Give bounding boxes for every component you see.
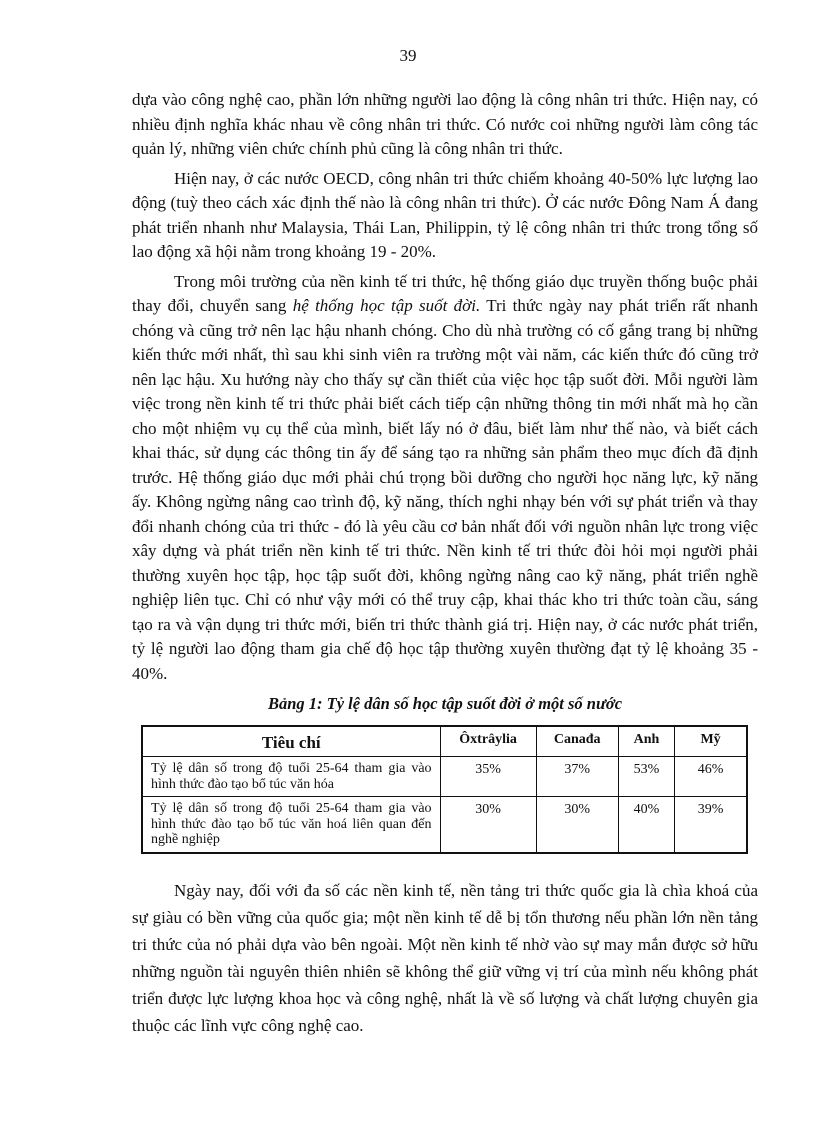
header-usa: Mỹ bbox=[675, 726, 747, 757]
paragraph-3 bbox=[132, 270, 758, 687]
paragraph-4-line: khoá của sự giàu có bền vững của quốc gia; một nền kinh tế dễ bị tổn thương nếu bbox=[132, 880, 759, 927]
table-row bbox=[142, 797, 747, 853]
paragraph-2: Hiện nay, ở các nước OECD, công nhân tri thức chiếm khoảng 40-50% lực lượng lao động (tuỳ theo cách xác định thế nào là công nhân tri thức). Ở các nước Đông Nam Á đang phát triển nhanh như Malaysia, Thái Lan, Philippin, tỷ lệ công nhân tri thức trong tổng số lao động xã hội nằm trong khoảng 19 - 20%. bbox=[132, 168, 758, 261]
cell-value: 37% bbox=[536, 757, 618, 797]
table-header-row bbox=[142, 726, 747, 757]
data-table bbox=[141, 725, 748, 854]
paragraph-4 bbox=[132, 877, 758, 1039]
paragraph-4-line: vững vị trí của mình nếu không phát triển được lực lượng khoa học và công nghệ, bbox=[132, 961, 759, 1008]
table-row bbox=[142, 757, 747, 797]
paragraph-1: dựa vào công nghệ cao, phần lớn những người lao động là công nhân tri thức. Hiện nay, có nhiều định nghĩa khác nhau về công nhân tri thức. Có nước coi những người làm công tác quản lý, những viên chức chính phủ cũng là công nhân tri thức. bbox=[132, 90, 758, 158]
paragraph-3-emphasis: hệ thống học tập suốt đời. bbox=[292, 296, 481, 315]
cell-value: 46% bbox=[675, 757, 747, 797]
paragraph-3-start: Trong môi trường của nền kinh tế tri thức, hệ thống giáo dục truyền thống buộc phải thay đổi, chuyển sang bbox=[132, 271, 758, 315]
cell-value: 39% bbox=[675, 797, 747, 853]
paragraph-3-end: Tri thức ngày nay phát triển rất nhanh chóng và cũng trở nên lạc hậu nhanh chóng. Cho dù nhà trường có cố gắng trang bị những kiến thức mới nhất, thì sau khi sinh viên ra trường một vài năm, các kiến thức đó cũng trở nên lạc hậu. Xu hướng này cho thấy sự cần thiết của việc học tập suốt đời. Mỗi người làm việc trong nền kinh tế tri thức phải biết cách tiếp cận những thông tin mới nhất mà họ cần cho một nhiệm vụ cụ thể của mình, biết lấy nó ở đâu, biết làm như thế nào, và biết cách khai thác, sử dụng các thông tin ấy để sáng tạo ra những sản phẩm theo mục đích đã định trước. Hệ thống giáo dục mới phải chú trọng bồi dưỡng cho người học năng lực, kỹ năng ấy. Không ngừng nâng cao trình độ, kỹ năng, thích nghi nhạy bén với sự phát triển và thay đổi nhanh chóng của tri thức - đó là yêu cầu cơ bản nhất đối với nguồn nhân lực trong việc xây dựng và phát triển nền kinh tế tri thức. Nền kinh tế tri thức đòi hỏi mọi người phải thường xuyên học tập, học tập suốt đời, không ngừng nâng cao kỹ năng, phát triển nghề nghiệp liên tục. Chỉ có như vậy mới có thể truy cập, khai thác kho tri thức toàn cầu, sáng tạo ra và vận dụng tri thức mới, biến tri thức thành giá trị. Hiện nay, ở các nước phát triển, tỷ lệ người lao động tham gia chế độ học tập thường xuyên thường đạt tỷ lệ khoảng 35 - 40%. bbox=[132, 296, 758, 683]
header-criterion: Tiêu chí bbox=[142, 726, 440, 757]
row-criterion: Tỷ lệ dân số trong độ tuổi 25-64 tham gia vào hình thức đào tạo bổ túc văn hóa bbox=[142, 757, 440, 797]
page-number: 39 bbox=[399, 46, 417, 65]
paragraph-4-line: phần lớn nền tảng tri thức của nó phải dựa vào bên ngoài. Một nền kinh tế nhờ vào bbox=[132, 907, 759, 954]
page-body bbox=[132, 88, 758, 1039]
paragraph-4-line: nhất là về số lượng và chất lượng chuyên gia thuộc các lĩnh vực công nghệ cao. bbox=[132, 988, 758, 1035]
row-criterion: Tỷ lệ dân số trong độ tuổi 25-64 tham gia vào hình thức đào tạo bổ túc văn hoá liên quan đến nghề nghiệp bbox=[142, 797, 440, 853]
header-australia: Ôxtrâylia bbox=[440, 726, 536, 757]
cell-value: 30% bbox=[440, 797, 536, 853]
paragraph-4-line: sự may mắn được sở hữu những nguồn tài nguyên thiên nhiên sẽ không thể giữ bbox=[132, 934, 759, 981]
cell-value: 53% bbox=[618, 757, 674, 797]
header-canada: Canađa bbox=[536, 726, 618, 757]
cell-value: 40% bbox=[618, 797, 674, 853]
paragraph-4-line: Ngày nay, đối với đa số các nền kinh tế, nền tảng tri thức quốc gia là chìa bbox=[174, 880, 691, 900]
cell-value: 35% bbox=[440, 757, 536, 797]
table-caption: Bảng 1: Tỷ lệ dân số học tập suốt đời ở một số nước bbox=[267, 694, 623, 713]
cell-value: 30% bbox=[536, 797, 618, 853]
header-uk: Anh bbox=[618, 726, 674, 757]
